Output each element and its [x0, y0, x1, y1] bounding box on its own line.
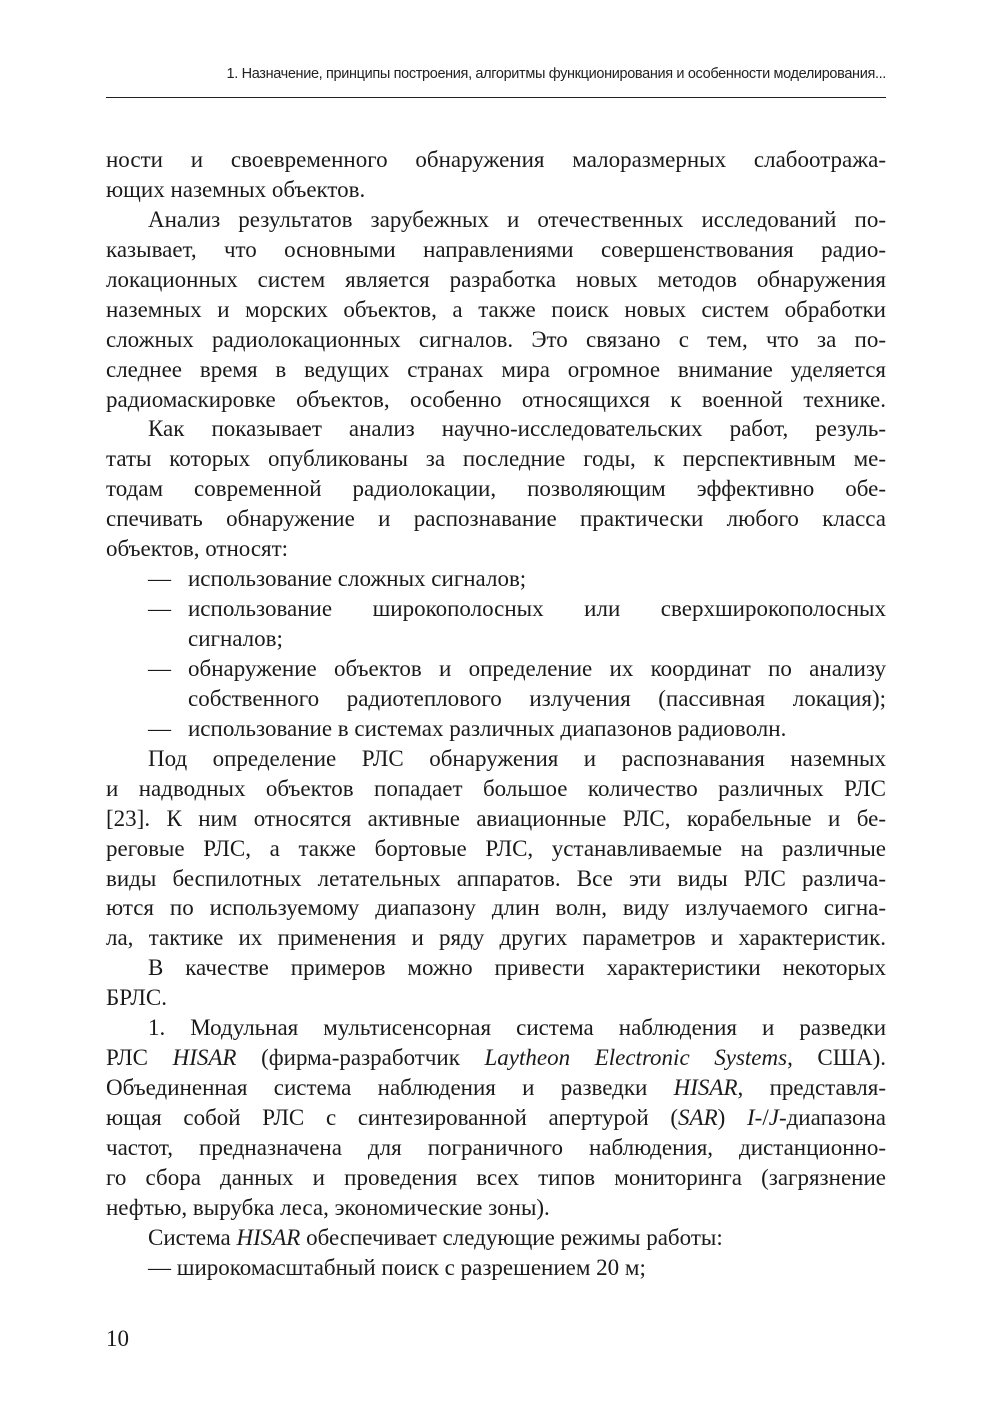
text-line [106, 744, 886, 774]
italic-text: SAR [678, 1105, 718, 1130]
text-segment: обеспечивает следующие режимы работы: [300, 1224, 723, 1250]
text-line [106, 1073, 886, 1103]
text-line [106, 1223, 886, 1253]
text-line [106, 145, 886, 175]
text-line [106, 175, 886, 205]
text-segment: виды беспилотных летательных аппаратов. Все эти виды РЛС различа- [106, 865, 886, 891]
text-line [106, 893, 886, 923]
italic-text: HISAR [673, 1075, 738, 1101]
text-segment: наземных и морских объектов, а также поиск новых систем обработки [106, 296, 886, 322]
text-line [106, 684, 886, 714]
italic-text: I [746, 1105, 755, 1130]
body-text [106, 145, 886, 1283]
text-segment: го сбора данных и проведения всех типов мониторинга (загрязнение [106, 1164, 886, 1190]
text-line [106, 864, 886, 894]
text-line [106, 205, 886, 235]
text-segment: локационных систем является разработка новых методов обнаружения [106, 266, 886, 292]
list-dash: — [148, 566, 171, 592]
text-segment: -диапазона [778, 1105, 886, 1130]
text-line [106, 804, 886, 834]
text-segment: использование широкополосных или сверхширокополосных [188, 596, 886, 622]
text-line [106, 414, 886, 444]
text-line [106, 923, 886, 953]
text-segment: радиомаскировке объектов, особенно относящихся к военной технике. [106, 386, 886, 412]
text-line [106, 1013, 886, 1043]
text-line [106, 1193, 886, 1223]
text-line [106, 953, 886, 983]
text-line [106, 444, 886, 474]
text-line [106, 325, 886, 355]
text-segment: Объединенная система наблюдения и разведки [106, 1075, 674, 1101]
text-segment: ются по используемому диапазону длин волн, виду излучаемого сигна- [106, 895, 886, 921]
italic-text: HISAR [236, 1224, 301, 1250]
text-segment: Система [148, 1224, 237, 1250]
text-line [106, 504, 886, 534]
text-segment: , США). [787, 1045, 886, 1071]
text-segment: реговые РЛС, а также бортовые РЛС, устанавливаемые на различные [106, 835, 886, 861]
text-line [106, 1163, 886, 1193]
text-segment: БРЛС. [106, 985, 167, 1011]
text-segment: Анализ результатов зарубежных и отечественных исследований по- [148, 206, 886, 232]
text-segment: , представля- [737, 1075, 887, 1101]
text-segment: тодам современной радиолокации, позволяющим эффективно обе- [106, 476, 886, 502]
text-segment: спечивать обнаружение и распознавание практически любого класса [106, 506, 886, 532]
text-segment: сложных радиолокационных сигналов. Это связано с тем, что за по- [106, 326, 886, 352]
text-segment: Как показывает анализ научно-исследовательских работ, резуль- [148, 416, 886, 442]
text-segment: собственного радиотеплового излучения (пассивная локация); [188, 685, 886, 711]
text-segment: объектов, относят: [106, 536, 289, 562]
text-segment: следнее время в ведущих странах мира огромное внимание уделяется [106, 356, 886, 382]
list-dash: — [148, 655, 171, 681]
text-segment: ющих наземных объектов. [106, 176, 366, 202]
text-line [106, 235, 886, 265]
text-segment: ла, тактике их применения и ряду других параметров и характеристик. [106, 925, 886, 951]
text-segment: РЛС [106, 1045, 173, 1071]
text-line [106, 834, 886, 864]
header-rule [106, 97, 886, 98]
list-item-line [106, 654, 886, 684]
italic-text: Laytheon Electronic Systems [484, 1045, 788, 1071]
text-line [106, 1133, 886, 1163]
list-item-line [106, 564, 886, 594]
text-line [106, 385, 886, 415]
text-line [106, 295, 886, 325]
text-segment: ющая собой РЛС с синтезированной апертурой ( [106, 1105, 679, 1130]
text-segment: 1. Модульная мультисенсорная система наблюдения и разведки [148, 1015, 886, 1041]
text-line [106, 983, 886, 1013]
text-segment: использование в системах различных диапазонов радиоволн. [188, 715, 787, 741]
list-item-line [106, 594, 886, 624]
text-segment: — широкомасштабный поиск с разрешением 20 м; [148, 1254, 646, 1280]
text-segment: [23]. К ним относятся активные авиационные РЛС, корабельные и бе- [106, 805, 886, 831]
text-line [106, 355, 886, 385]
text-segment: Под определение РЛС обнаружения и распознавания наземных [148, 745, 886, 771]
text-segment: таты которых опубликованы за последние годы, к перспективным ме- [106, 446, 886, 472]
list-dash: — [148, 596, 171, 622]
text-segment: частот, предназначена для пограничного наблюдения, дистанционно- [106, 1134, 886, 1160]
running-header: 1. Назначение, принципы построения, алгоритмы функционирования и особенности моделирования... [226, 66, 886, 82]
text-segment: и надводных объектов попадает большое количество различных РЛС [106, 775, 886, 801]
italic-text: J [768, 1105, 779, 1130]
text-line [106, 774, 886, 804]
text-segment: -/ [754, 1105, 769, 1130]
text-segment: (фирма-разработчик [236, 1045, 485, 1071]
italic-text: HISAR [172, 1045, 237, 1071]
text-line [106, 474, 886, 504]
text-segment: казывает, что основными направлениями совершенствования радио- [106, 236, 886, 262]
list-dash: — [148, 715, 171, 741]
text-segment: ) [717, 1105, 747, 1130]
page-number: 10 [106, 1326, 129, 1351]
text-line [106, 624, 886, 654]
text-segment: ности и своевременного обнаружения малоразмерных слабоотража- [106, 147, 886, 172]
text-segment: нефтью, вырубка леса, экономические зоны). [106, 1194, 550, 1220]
text-segment: обнаружение объектов и определение их координат по анализу [188, 655, 886, 681]
text-line [106, 265, 886, 295]
text-segment: В качестве примеров можно привести характеристики некоторых [148, 955, 886, 981]
list-item-line [106, 714, 886, 744]
text-line [106, 1253, 886, 1283]
text-segment: использование сложных сигналов; [188, 566, 527, 592]
text-line [106, 1103, 886, 1133]
text-segment: сигналов; [188, 626, 283, 651]
text-line [106, 534, 886, 564]
text-line [106, 1043, 886, 1073]
